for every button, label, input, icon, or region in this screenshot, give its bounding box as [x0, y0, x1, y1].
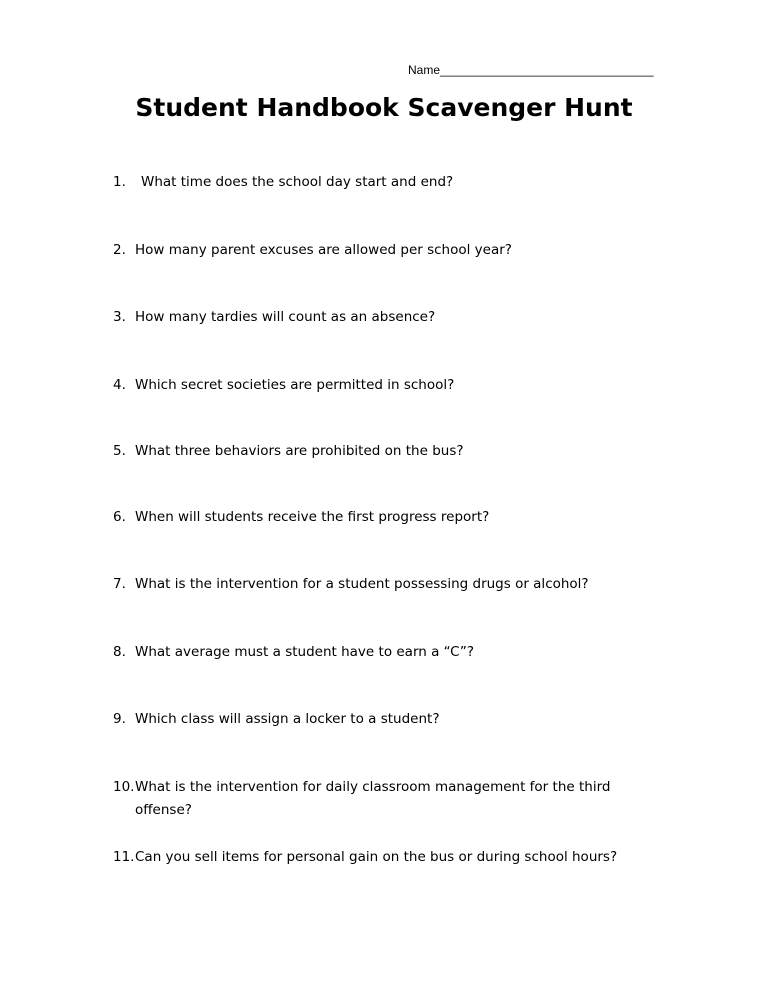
name-field [408, 62, 654, 78]
question-number: 1. [113, 174, 126, 190]
question-number: 3. [113, 309, 126, 325]
question-item [113, 506, 673, 529]
question-item [113, 573, 673, 596]
name-label: Name [408, 63, 441, 77]
question-text: What is the intervention for a student possessing drugs or alcohol? [135, 576, 589, 592]
question-item [113, 846, 673, 869]
question-number: 7. [113, 576, 126, 592]
question-text: Can you sell items for personal gain on the bus or during school hours? [135, 849, 618, 865]
question-text: Which secret societies are permitted in school? [135, 377, 455, 393]
question-item [113, 641, 673, 664]
question-number: 10. [113, 779, 135, 795]
question-number: 4. [113, 377, 126, 393]
question-number: 8. [113, 644, 126, 660]
question-item [113, 171, 673, 194]
page-title: Student Handbook Scavenger Hunt [135, 93, 633, 122]
question-text: How many parent excuses are allowed per school year? [135, 242, 512, 258]
question-item [113, 306, 673, 329]
question-item [113, 239, 673, 262]
question-item [113, 440, 673, 463]
question-text: What is the intervention for daily classroom management for the third offense? [135, 779, 611, 818]
question-item [113, 776, 653, 822]
question-text: What three behaviors are prohibited on the bus? [135, 443, 464, 459]
question-item [113, 708, 673, 731]
question-number: 9. [113, 711, 126, 727]
name-blank-line[interactable]: ________________________________ [440, 63, 654, 77]
question-item [113, 374, 673, 397]
question-number: 5. [113, 443, 126, 459]
question-text: Which class will assign a locker to a student? [135, 711, 440, 727]
question-text: When will students receive the first progress report? [135, 509, 490, 525]
question-number: 6. [113, 509, 126, 525]
question-number: 11. [113, 849, 135, 865]
question-text: How many tardies will count as an absence? [135, 309, 436, 325]
question-number: 2. [113, 242, 126, 258]
question-text: What average must a student have to earn a “C”? [135, 644, 475, 660]
question-text: What time does the school day start and end? [141, 174, 454, 190]
